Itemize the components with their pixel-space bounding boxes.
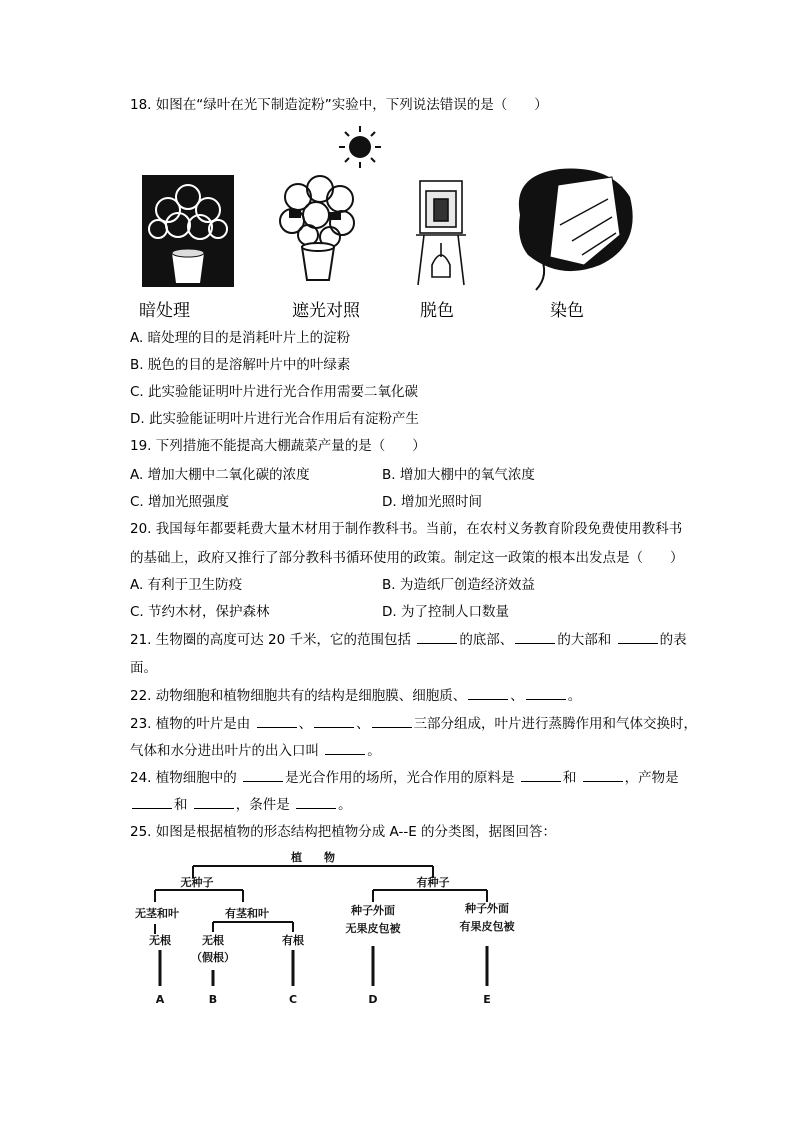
q19-option-c: C. 增加光照强度	[130, 494, 230, 510]
q23-sep-1: 、	[298, 716, 313, 732]
q18-option-a: A. 暗处理的目的是消耗叶片上的淀粉	[130, 330, 351, 346]
answer-blank[interactable]	[257, 713, 297, 728]
caption-dark: 暗处理	[139, 301, 190, 321]
tree-has-root: 有根	[282, 934, 304, 947]
answer-blank[interactable]	[194, 794, 234, 809]
q22-sep: 、	[510, 688, 524, 704]
tree-leaf-c: C	[288, 993, 298, 1006]
q22-end: 。	[567, 688, 582, 704]
plant-classification-tree	[125, 846, 545, 1016]
answer-blank[interactable]	[296, 794, 336, 809]
tree-seed-cov-2: 有果皮包被	[459, 920, 515, 933]
tree-has-stem-leaf: 有茎和叶	[225, 907, 269, 920]
q21-text-1: 21. 生物圈的高度可达 20 千米，它的范围包括	[130, 632, 416, 648]
q19-option-b: B. 增加大棚中的氧气浓度	[382, 467, 535, 483]
tree-seed-bare-2: 无果皮包被	[345, 922, 401, 935]
question-18-stem: 18. 如图在“绿叶在光下制造淀粉”实验中，下列说法错误的是（ ）	[130, 97, 548, 113]
q24-text-1: 24. 植物细胞中的	[130, 770, 242, 786]
question-21-line1	[130, 627, 705, 654]
answer-blank[interactable]	[521, 767, 561, 782]
answer-blank[interactable]	[468, 685, 508, 700]
leaf-icon	[519, 169, 633, 290]
tree-leaf-a: A	[155, 993, 165, 1006]
q20-option-c: C. 节约木材，保护森林	[130, 604, 270, 620]
tree-no-stem-leaf: 无茎和叶	[135, 907, 179, 920]
q24-text-2: 是光合作用的场所，光合作用的原料是	[285, 770, 519, 786]
caption-stain: 染色	[550, 301, 584, 321]
tree-leaf-e: E	[483, 993, 491, 1006]
q19-option-d: D. 增加光照时间	[382, 494, 482, 510]
answer-blank[interactable]	[515, 629, 555, 644]
question-24-line2	[130, 792, 705, 819]
tree-seed-cov-1: 种子外面	[465, 902, 509, 915]
sun-icon	[339, 126, 381, 168]
q23-text-1: 23. 植物的叶片是由	[130, 716, 255, 732]
dark-treatment-plant-icon	[142, 175, 234, 287]
shaded-plant-icon	[280, 176, 354, 280]
q23-text-3: 气体和水分进出叶片的出入口叫	[130, 743, 324, 759]
q20-option-a: A. 有利于卫生防疫	[130, 577, 243, 593]
caption-shade: 遮光对照	[292, 301, 360, 321]
tree-pseudo-root: （假根）	[191, 951, 235, 964]
q23-end: 。	[367, 743, 381, 759]
question-24-line1	[130, 765, 705, 792]
question-20-line2: 的基础上，政府又推行了部分教科书循环使用的政策。制定这一政策的根本出发点是（ ）	[130, 550, 684, 566]
q18-option-b: B. 脱色的目的是溶解叶片中的叶绿素	[130, 357, 351, 373]
experiment-figure	[120, 125, 640, 295]
question-19-stem: 19. 下列措施不能提高大棚蔬菜产量的是（ ）	[130, 438, 426, 454]
q23-text-2: 三部分组成，叶片进行蒸腾作用和气体交换时，	[413, 716, 698, 732]
q24-text-6: ，条件是	[235, 797, 295, 813]
q19-option-a: A. 增加大棚中二氧化碳的浓度	[130, 467, 310, 483]
answer-blank[interactable]	[583, 767, 623, 782]
tree-root: 植 物	[291, 851, 335, 864]
question-25-stem: 25. 如图是根据植物的形态结构把植物分成 A--E 的分类图，据图回答：	[130, 824, 557, 840]
caption-decolor: 脱色	[420, 301, 454, 321]
answer-blank[interactable]	[132, 794, 172, 809]
q22-text-1: 22. 动物细胞和植物细胞共有的结构是细胞膜、细胞质、	[130, 688, 467, 704]
answer-blank[interactable]	[618, 629, 658, 644]
tree-no-root-a: 无根	[149, 934, 171, 947]
q21-text-2: 的底部、	[459, 632, 514, 648]
q21-text-4: 的表	[659, 632, 687, 648]
tree-no-root-b: 无根	[202, 934, 224, 947]
answer-blank[interactable]	[314, 713, 354, 728]
tree-has-seed: 有种子	[416, 876, 450, 889]
question-21-line2: 面。	[130, 660, 157, 676]
question-23-line2	[130, 738, 705, 765]
q20-option-b: B. 为造纸厂创造经济效益	[382, 577, 535, 593]
tree-no-seed: 无种子	[180, 876, 214, 889]
tree-leaf-b: B	[208, 993, 218, 1006]
water-bath-icon	[416, 181, 466, 285]
question-22	[130, 683, 705, 710]
answer-blank[interactable]	[325, 740, 365, 755]
q18-option-d: D. 此实验能证明叶片进行光合作用后有淀粉产生	[130, 411, 419, 427]
q20-option-d: D. 为了控制人口数量	[382, 604, 509, 620]
q24-text-4: ，产物是	[624, 770, 679, 786]
question-23-line1	[130, 711, 705, 738]
q23-sep-2: 、	[356, 716, 370, 732]
q24-text-5: 和	[174, 797, 192, 813]
answer-blank[interactable]	[526, 685, 566, 700]
q24-end: 。	[338, 797, 352, 813]
q24-text-3: 和	[562, 770, 581, 786]
tree-seed-bare-1: 种子外面	[351, 904, 395, 917]
answer-blank[interactable]	[417, 629, 457, 644]
question-20-line1: 20. 我国每年都要耗费大量木材用于制作教科书。当前，在农村义务教育阶段免费使用教科书	[130, 521, 683, 537]
answer-blank[interactable]	[372, 713, 412, 728]
tree-leaf-d: D	[368, 993, 378, 1006]
answer-blank[interactable]	[243, 767, 283, 782]
q21-text-3: 的大部和	[557, 632, 616, 648]
q18-option-c: C. 此实验能证明叶片进行光合作用需要二氧化碳	[130, 384, 419, 400]
